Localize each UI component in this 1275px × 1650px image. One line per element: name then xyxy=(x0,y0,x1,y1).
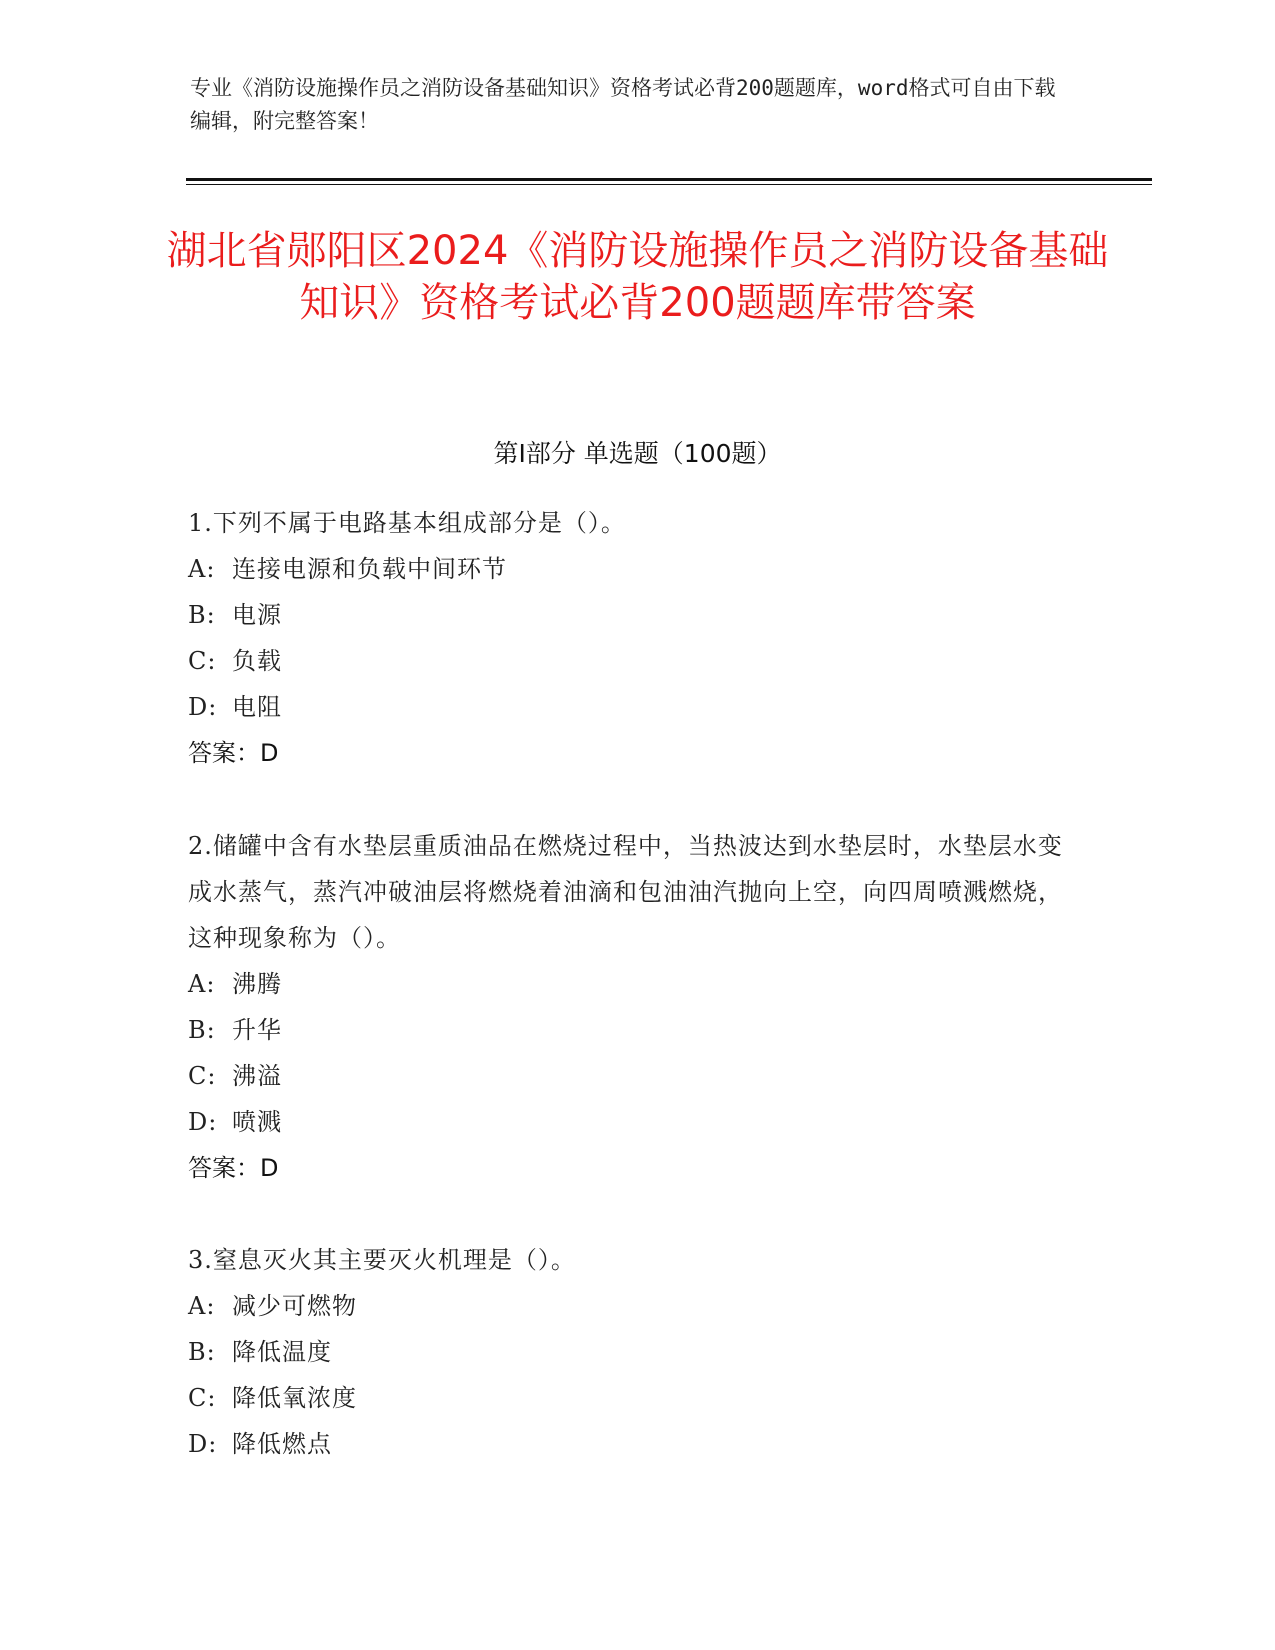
option-letter: B: xyxy=(188,1016,216,1044)
header-divider-thick xyxy=(186,178,1152,181)
question-1 xyxy=(188,500,1068,776)
option-text: 降低温度 xyxy=(232,1338,332,1366)
question-2 xyxy=(188,823,1068,1191)
question-text: 3.窒息灭火其主要灭火机理是（）。 xyxy=(188,1246,576,1274)
option-text: 降低燃点 xyxy=(232,1430,332,1458)
option-letter: A: xyxy=(188,555,216,583)
option-letter: D: xyxy=(188,1108,218,1136)
option-c xyxy=(188,638,1068,684)
document-title: 湖北省郧阳区2024《消防设施操作员之消防设备基础知识》资格考试必背200题题库带答案 xyxy=(166,228,1109,326)
option-text: 减少可燃物 xyxy=(232,1292,357,1320)
question-text: 1.下列不属于电路基本组成部分是（）。 xyxy=(188,509,626,537)
option-text: 降低氧浓度 xyxy=(232,1384,357,1412)
option-text: 连接电源和负载中间环节 xyxy=(232,555,507,583)
option-a xyxy=(188,1283,1068,1329)
option-letter: C: xyxy=(188,647,217,675)
option-d xyxy=(188,684,1068,730)
option-letter: D: xyxy=(188,1430,218,1458)
option-letter: B: xyxy=(188,601,216,629)
question-text: 2.储罐中含有水垫层重质油品在燃烧过程中，当热波达到水垫层时，水垫层水变成水蒸气，蒸汽冲破油层将燃烧着油滴和包油油汽抛向上空，向四周喷溅燃烧，这种现象称为（）。 xyxy=(188,832,1063,952)
option-c xyxy=(188,1375,1068,1421)
option-d xyxy=(188,1099,1068,1145)
question-3 xyxy=(188,1237,1068,1467)
option-letter: B: xyxy=(188,1338,216,1366)
option-text: 负载 xyxy=(232,647,282,675)
header-divider-thin xyxy=(186,184,1152,185)
option-text: 沸溢 xyxy=(232,1062,282,1090)
section-heading: 第I部分 单选题（100题） xyxy=(493,439,782,468)
option-c xyxy=(188,1053,1068,1099)
option-letter: C: xyxy=(188,1384,217,1412)
answer-line: 答案：D xyxy=(188,1154,279,1182)
option-b xyxy=(188,1329,1068,1375)
option-a xyxy=(188,546,1068,592)
option-b xyxy=(188,592,1068,638)
option-text: 喷溅 xyxy=(232,1108,282,1136)
option-letter: A: xyxy=(188,970,216,998)
option-text: 升华 xyxy=(232,1016,282,1044)
option-letter: D: xyxy=(188,693,218,721)
option-letter: C: xyxy=(188,1062,217,1090)
option-text: 沸腾 xyxy=(232,970,282,998)
option-b xyxy=(188,1007,1068,1053)
option-letter: A: xyxy=(188,1292,216,1320)
option-a xyxy=(188,961,1068,1007)
header-note: 专业《消防设施操作员之消防设备基础知识》资格考试必背200题题库，word格式可自由下载编辑，附完整答案！ xyxy=(190,76,1056,133)
option-text: 电源 xyxy=(232,601,282,629)
answer-line: 答案：D xyxy=(188,739,279,767)
option-text: 电阻 xyxy=(232,693,282,721)
option-d xyxy=(188,1421,1068,1467)
